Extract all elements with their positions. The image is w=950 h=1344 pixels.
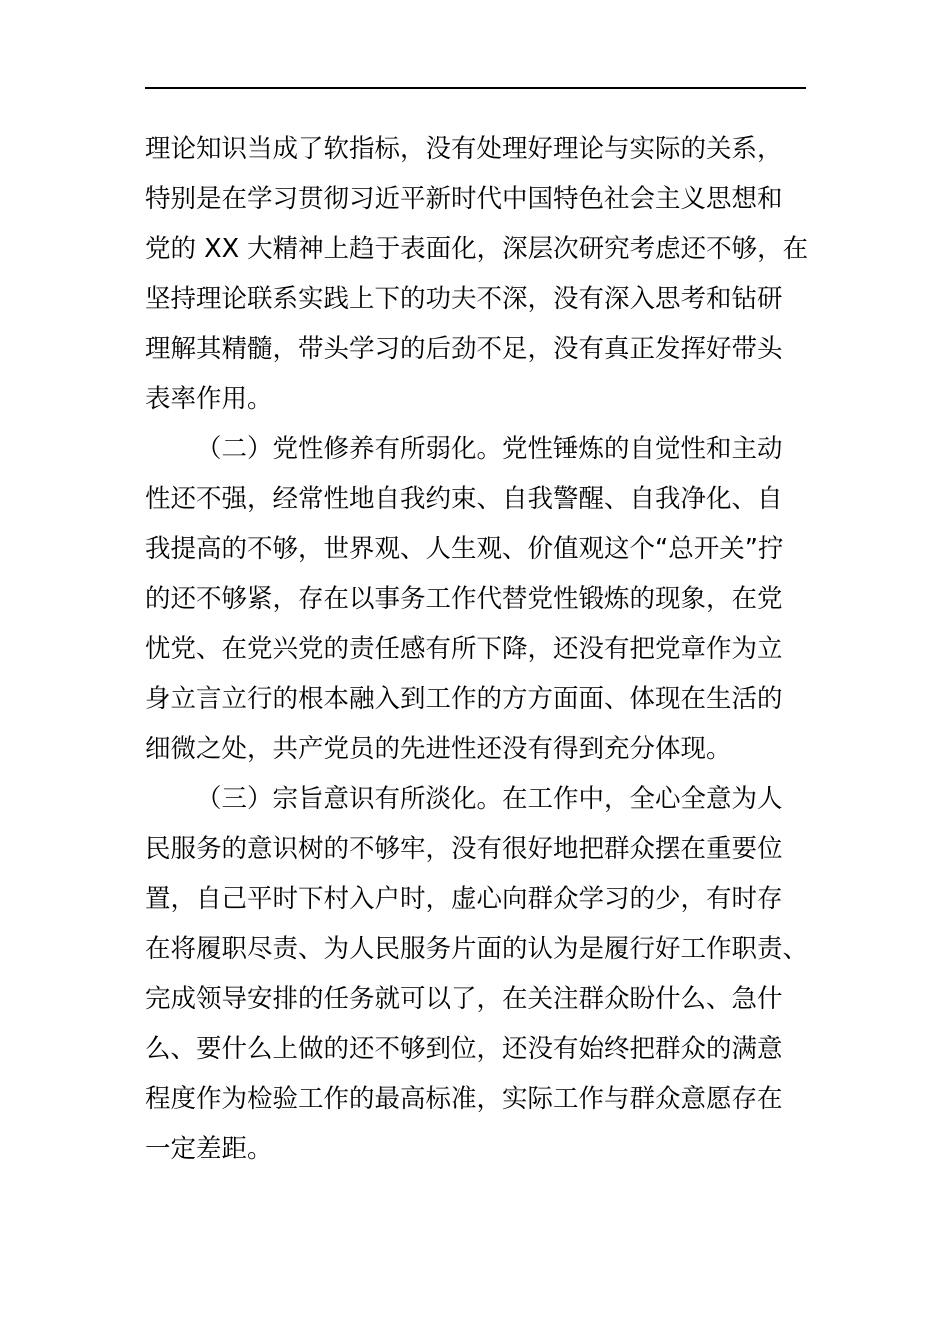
header-rule — [145, 87, 806, 89]
text-line: 理解其精髓，带头学习的后劲不足，没有真正发挥好带头 — [145, 334, 783, 364]
section-heading-3: （三）宗旨意识有所淡化。在工作中，全心全意为人 — [196, 784, 783, 814]
text-line: 我提高的不够，世界观、人生观、价值观这个“总开关”拧 — [145, 534, 784, 564]
text-line: 坚持理论联系实践上下的功夫不深，没有深入思考和钻研 — [145, 284, 783, 314]
text-line: 性还不强，经常性地自我约束、自我警醒、自我净化、自 — [145, 484, 783, 514]
text-line: 理论知识当成了软指标，没有处理好理论与实际的关系， — [145, 134, 783, 164]
section-heading-2: （二）党性修养有所弱化。党性锤炼的自觉性和主动 — [196, 434, 783, 464]
text-line: 民服务的意识树的不够牢，没有很好地把群众摆在重要位 — [145, 834, 783, 864]
text-line: 在将履职尽责、为人民服务片面的认为是履行好工作职责、 — [145, 934, 809, 964]
body-text — [145, 124, 809, 1174]
text-line: 一定差距。 — [145, 1134, 273, 1164]
text-line: 身立言立行的根本融入到工作的方方面面、体现在生活的 — [145, 684, 783, 714]
text-line: 的还不够紧，存在以事务工作代替党性锻炼的现象，在党 — [145, 584, 783, 614]
text-line: 程度作为检验工作的最高标准，实际工作与群众意愿存在 — [145, 1084, 783, 1114]
text-line: 特别是在学习贯彻习近平新时代中国特色社会主义思想和 — [145, 184, 783, 214]
text-line: 忧党、在党兴党的责任感有所下降，还没有把党章作为立 — [145, 634, 783, 664]
text-line: 表率作用。 — [145, 384, 273, 414]
text-line: 党的 XX 大精神上趋于表面化，深层次研究考虑还不够，在 — [145, 234, 809, 264]
text-line: 置，自己平时下村入户时，虚心向群众学习的少，有时存 — [145, 884, 783, 914]
text-line: 细微之处，共产党员的先进性还没有得到充分体现。 — [145, 734, 732, 764]
text-line: 完成领导安排的任务就可以了，在关注群众盼什么、急什 — [145, 984, 783, 1014]
text-line: 么、要什么上做的还不够到位，还没有始终把群众的满意 — [145, 1034, 783, 1064]
